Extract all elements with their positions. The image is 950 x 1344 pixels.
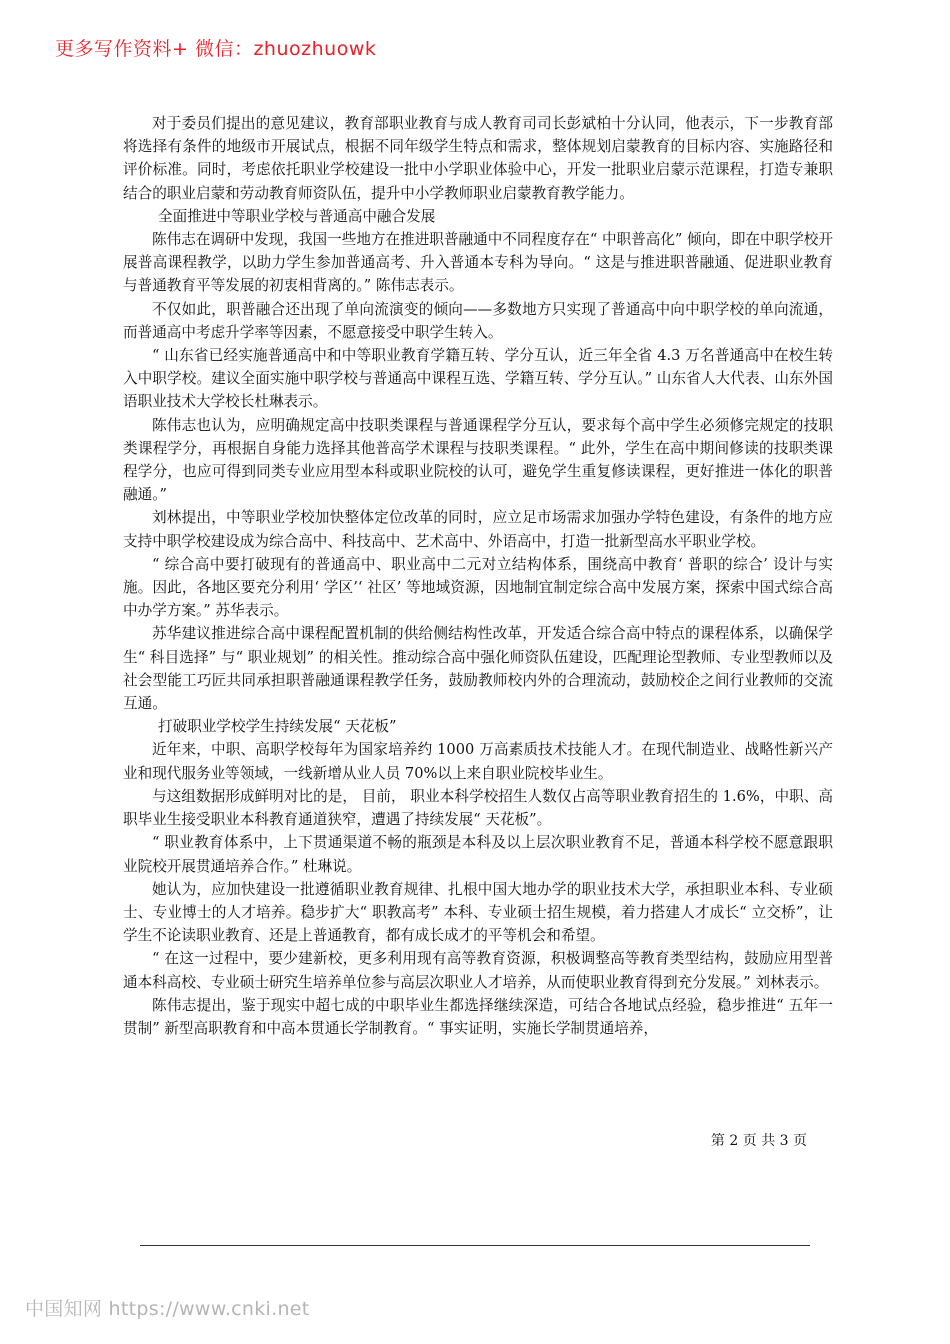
article-body xyxy=(123,112,833,1040)
section-heading: 全面推进中等职业学校与普通高中融合发展 xyxy=(158,207,436,225)
paragraph: “ 在这一过程中，要少建新校，更多利用现有高等教育资源，积极调整高等教育类型结构，鼓励应用型普通本科高校、专业硕士研究生培养单位参与高层次职业人才培养，从而使职业教育得到充分发展。” 刘林表示。 xyxy=(123,950,833,991)
paragraph: 不仅如此，职普融合还出现了单向流演变的倾向——多数地方只实现了普通高中向中职学校的单向流通，而普通高中考虑升学率等因素，不愿意接受中职学生转入。 xyxy=(123,300,833,341)
paragraph: 陈伟志也认为，应明确规定高中技职类课程与普通课程学分互认，要求每个高中学生必须修完规定的技职类课程学分，再根据自身能力选择其他普高学术课程与技职类课程。“ 此外，学生在高中期间修读的技职类课程学分，也应可得到同类专业应用型本科或职业院校的认可，避免学生重复修读课程，更好推进一体化的职普融通。” xyxy=(123,416,833,504)
paragraph: 苏华建议推进综合高中课程配置机制的供给侧结构性改革，开发适合综合高中特点的课程体系，以确保学生“ 科目选择” 与“ 职业规划” 的相关性。推动综合高中强化师资队伍建设，匹配理论型教师、专业型教师以及社会型能工巧匠共同承担职普融通课程教学任务，鼓励教师校内外的合理流动，鼓励校企之间行业教师的交流互通。 xyxy=(123,625,833,713)
paragraph: 刘林提出，中等职业学校加快整体定位改革的同时，应立足市场需求加强办学特色建设，有条件的地方应支持中职学校建设成为综合高中、科技高中、艺术高中、外语高中，打造一批新型高水平职业学校。 xyxy=(123,509,833,550)
paragraph: 对于委员们提出的意见建议，教育部职业教育与成人教育司司长彭斌柏十分认同，他表示，下一步教育部将选择有条件的地级市开展试点，根据不同年级学生特点和需求，整体规划启蒙教育的目标内容、实施路径和评价标准。同时，考虑依托职业学校建设一批中小学职业体验中心，开发一批职业启蒙示范课程，打造专兼职结合的职业启蒙和劳动教育师资队伍，提升中小学教师职业启蒙教育教学能力。 xyxy=(123,115,833,202)
paragraph: “ 山东省已经实施普通高中和中等职业教育学籍互转、学分互认，近三年全省 4.3 万名普通高中在校生转入中职学校。建议全面实施中职学校与普通高中课程互选、学籍互转、学分互认。” 山东省人大代表、山东外国语职业技术大学校长杜琳表示。 xyxy=(123,347,833,411)
paragraph: 陈伟志在调研中发现，我国一些地方在推进职普融通中不同程度存在“ 中职普高化” 倾向，即在中职学校开展普高课程教学，以助力学生参加普通高考、升入普通本专科为导向。“ 这是与推进职普融通、促进职业教育与普通教育平等发展的初衷相背离的。” 陈伟志表示。 xyxy=(123,231,833,295)
paragraph: “ 职业教育体系中，上下贯通渠道不畅的瓶颈是本科及以上层次职业教育不足，普通本科学校不愿意跟职业院校开展贯通培养合作。” 杜琳说。 xyxy=(123,834,833,875)
footer-divider xyxy=(140,1245,810,1246)
cnki-watermark: 中国知网 https://www.cnki.net xyxy=(25,1298,310,1320)
paragraph: 与这组数据形成鲜明对比的是， 目前， 职业本科学校招生人数仅占高等职业教育招生的 1.6%，中职、高职毕业生接受职业本科教育通道狭窄，遭遇了持续发展“ 天花板”。 xyxy=(123,787,833,829)
paragraph: 她认为，应加快建设一批遵循职业教育规律、扎根中国大地办学的职业技术大学，承担职业本科、专业硕士、专业博士的人才培养。稳步扩大“ 职教高考” 本科、专业硕士招生规模，着力搭建人才成长“ 立交桥”，让学生不论读职业教育、还是上普通教育，都有成长成才的平等机会和希望。 xyxy=(123,880,833,945)
paragraph: “ 综合高中要打破现有的普通高中、职业高中二元对立结构体系，围绕高中教育‘ 普职的综合’ 设计与实施。因此，各地区要充分利用‘ 学区’‘ 社区’ 等地域资源，因地制宜制定综合高中发展方案，探索中国式综合高中办学方案。” 苏华表示。 xyxy=(123,555,833,620)
paragraph: 陈伟志提出，鉴于现实中超七成的中职毕业生都选择继续深造，可结合各地试点经验，稳步推进“ 五年一贯制” 新型高职教育和中高本贯通长学制教育。“ 事实证明，实施长学制贯通培养， xyxy=(123,996,833,1037)
section-heading: 打破职业学校学生持续发展“ 天花板” xyxy=(158,718,397,736)
promo-banner: 更多写作资料+ 微信：zhuozhuowk xyxy=(55,38,377,60)
paragraph: 近年来，中职、高职学校每年为国家培养约 1000 万高素质技术技能人才。在现代制造业、战略性新兴产业和现代服务业等领域，一线新增从业人员 70%以上来自职业院校毕业生。 xyxy=(123,741,833,782)
page-number: 第 2 页 共 3 页 xyxy=(710,1133,807,1149)
